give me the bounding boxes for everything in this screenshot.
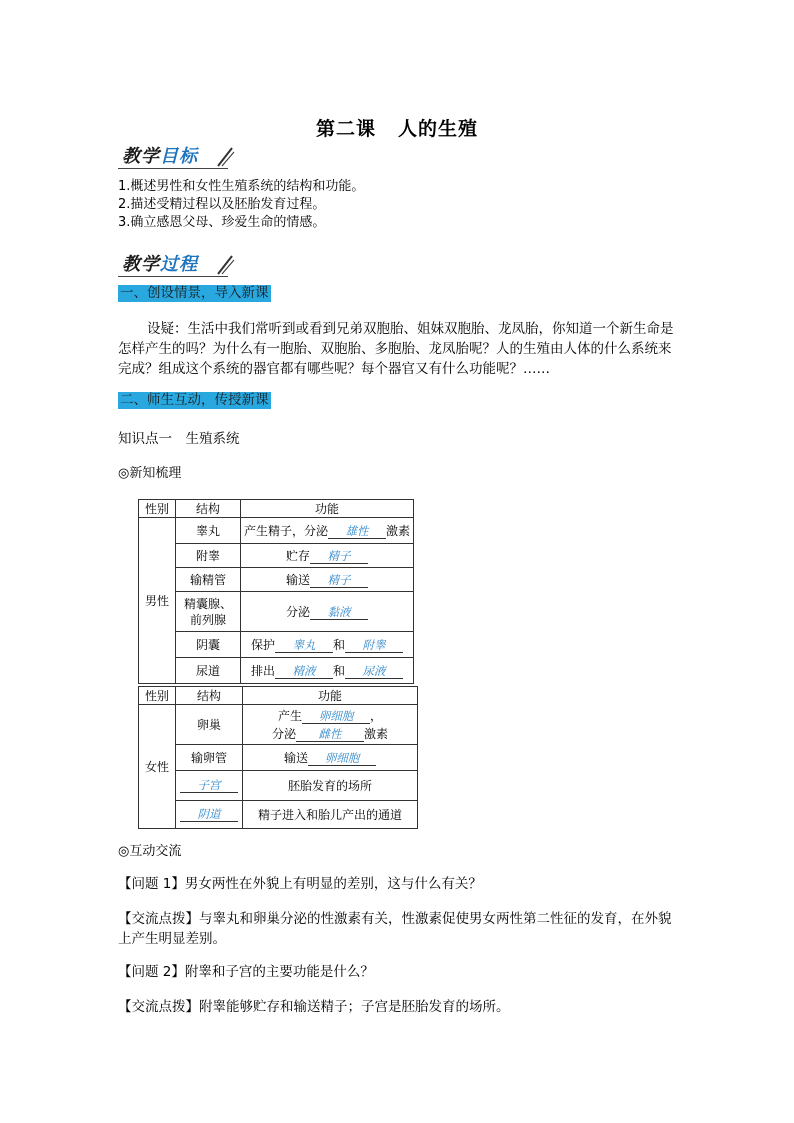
answer-fill: 精液 [275, 664, 333, 679]
answer-fill: 精子 [310, 549, 368, 564]
answer-fill: 卵细胞 [302, 709, 370, 724]
function-cell [241, 658, 414, 684]
banner-process [118, 248, 238, 278]
goal-item: 2.描述受精过程以及胚胎发育过程。 [118, 197, 326, 212]
answer-fill: 雄性 [328, 524, 386, 539]
answer-fill: 附睾 [345, 638, 403, 653]
goal-item: 3.确立感恩父母、珍爱生命的情感。 [118, 215, 326, 230]
function-text: 输送 [283, 751, 308, 765]
function-text: 排出 [250, 664, 275, 678]
header-structure: 结构 [176, 500, 241, 518]
function-cell [241, 518, 414, 544]
structure-cell [176, 771, 243, 801]
table-row [139, 592, 414, 632]
intro-paragraph: 设疑：生活中我们常听到或看到兄弟双胞胎、姐妹双胞胎、龙凤胎，你知道一个新生命是怎样产生的吗？为什么有一胞胎、双胞胎、多胞胎、龙凤胎呢？人的生殖由人体的什么系统来完成？组成这个系统的器官都有哪些呢？每个器官又有什么功能呢？…… [118, 321, 674, 377]
knowledge-point: 知识点一 生殖系统 [118, 431, 240, 447]
function-text: 和 [333, 638, 346, 652]
header-sex: 性别 [139, 687, 176, 705]
table-row [139, 658, 414, 684]
table-row [139, 544, 414, 568]
section-heading-2: 二、师生互动，传授新课 [120, 392, 269, 408]
table-row [139, 705, 418, 745]
function-cell: 精子进入和胎儿产出的通道 [243, 801, 418, 829]
title-part1: 第二课 [315, 118, 376, 140]
goals-list [118, 178, 364, 232]
structure-cell: 精囊腺、前列腺 [176, 592, 241, 632]
answer-fill: 雌性 [296, 727, 364, 742]
table-row [139, 518, 414, 544]
table-row [139, 771, 418, 801]
question-1: 【问题 1】男女两性在外貌上有明显的差别，这与什么有关？ [118, 876, 482, 892]
header-sex: 性别 [139, 500, 176, 518]
structure-cell [176, 801, 243, 829]
function-text: 和 [333, 664, 346, 678]
answer-fill: 尿液 [345, 664, 403, 679]
pen-icon [214, 144, 236, 168]
table-row [139, 632, 414, 658]
function-cell [241, 544, 414, 568]
structure-cell: 尿道 [176, 658, 241, 684]
answer-fill: 精子 [310, 573, 368, 588]
function-cell [243, 705, 418, 745]
answer-2: 【交流点拨】附睾能够贮存和输送精子；子宫是胚胎发育的场所。 [118, 999, 510, 1015]
header-structure: 结构 [176, 687, 243, 705]
function-text: 产生精子，分泌 [243, 524, 328, 538]
table-row [139, 745, 418, 771]
answer-fill: 子宫 [180, 778, 238, 793]
female-table [138, 686, 418, 829]
title-part2: 人的生殖 [398, 118, 479, 140]
pen-icon [214, 252, 236, 276]
page-title [0, 114, 794, 141]
function-text: ， [370, 708, 383, 723]
structure-cell: 阴囊 [176, 632, 241, 658]
function-text: 产生 [277, 708, 302, 723]
structure-cell: 附睾 [176, 544, 241, 568]
banner-goals [118, 140, 238, 170]
banner-goals-text-b: 目标 [160, 146, 198, 167]
answer-1: 【交流点拨】与睾丸和卵巢分泌的性激素有关，性激素促使男女两性第二性征的发育，在外貌上产生明显差别。 [118, 911, 672, 947]
function-text: 激素 [386, 524, 411, 538]
banner-process-text-a: 教学 [122, 254, 160, 275]
new-knowledge-label: ◎新知梳理 [118, 466, 182, 481]
function-text: 贮存 [285, 549, 310, 563]
answer-fill: 卵细胞 [308, 751, 376, 766]
function-text: 分泌 [285, 605, 310, 619]
banner-process-text-b: 过程 [160, 254, 198, 275]
header-function: 功能 [241, 500, 414, 518]
structure-cell: 输精管 [176, 568, 241, 592]
sex-cell: 女性 [139, 705, 176, 829]
function-cell [241, 632, 414, 658]
function-text: 输送 [285, 573, 310, 587]
function-cell [241, 592, 414, 632]
answer-fill: 黏液 [310, 605, 368, 620]
function-cell [243, 745, 418, 771]
function-cell: 胚胎发育的场所 [243, 771, 418, 801]
banner-goals-text-a: 教学 [122, 146, 160, 167]
function-text: 分泌 [271, 726, 296, 741]
table-header-row [139, 500, 414, 518]
header-function: 功能 [243, 687, 418, 705]
function-text: 激素 [364, 726, 389, 741]
function-text: 保护 [250, 638, 275, 652]
answer-fill: 阴道 [180, 807, 238, 822]
table-row [139, 568, 414, 592]
function-cell [241, 568, 414, 592]
goal-item: 1.概述男性和女性生殖系统的结构和功能。 [118, 179, 365, 194]
table-row [139, 801, 418, 829]
question-2: 【问题 2】附睾和子宫的主要功能是什么？ [118, 964, 374, 980]
structure-cell: 卵巢 [176, 705, 243, 745]
section-heading-1: 一、创设情景，导入新课 [120, 285, 269, 301]
male-table [138, 499, 414, 684]
answer-fill: 睾丸 [275, 638, 333, 653]
structure-cell: 输卵管 [176, 745, 243, 771]
table-header-row [139, 687, 418, 705]
structure-cell: 睾丸 [176, 518, 241, 544]
interaction-label: ◎互动交流 [118, 844, 182, 859]
sex-cell: 男性 [139, 518, 176, 684]
